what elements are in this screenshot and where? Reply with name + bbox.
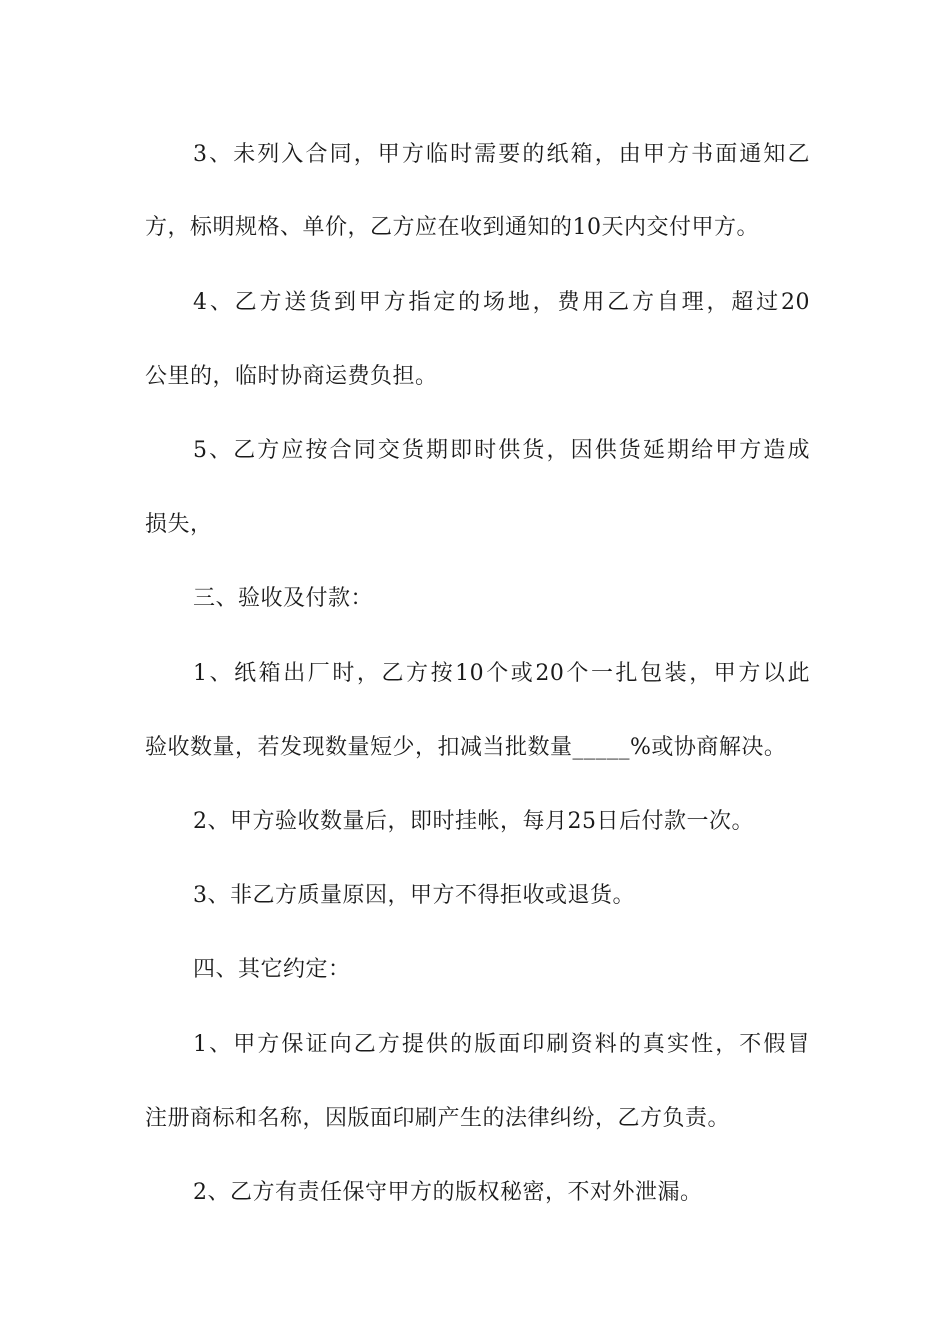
clause-4-line-1: 4、乙方送货到甲方指定的场地，费用乙方自理，超过20	[193, 290, 810, 315]
section-4-clause-1-line-2: 注册商标和名称，因版面印刷产生的法律纠纷，乙方负责。	[145, 1106, 731, 1131]
section-3-clause-2: 2、甲方验收数量后，即时挂帐，每月25日后付款一次。	[193, 809, 754, 834]
section-3-clause-1-line-1: 1、纸箱出厂时，乙方按10个或20个一扎包装，甲方以此	[193, 661, 810, 686]
section-4-clause-2: 2、乙方有责任保守甲方的版权秘密，不对外泄漏。	[193, 1180, 703, 1205]
clause-3-line-2: 方，标明规格、单价，乙方应在收到通知的10天内交付甲方。	[145, 215, 759, 240]
section-4-clause-1-line-1: 1、甲方保证向乙方提供的版面印刷资料的真实性，不假冒	[193, 1032, 810, 1057]
section-3-clause-3: 3、非乙方质量原因，甲方不得拒收或退货。	[193, 883, 635, 908]
section-3-heading: 三、验收及付款：	[193, 586, 374, 611]
section-4-heading: 四、其它约定：	[193, 957, 351, 982]
clause-5-line-2: 损失，	[145, 512, 213, 537]
section-3-clause-1-line-2: 验收数量，若发现数量短少，扣减当批数量_____%或协商解决。	[145, 735, 787, 760]
clause-4-line-2: 公里的，临时协商运费负担。	[145, 364, 438, 389]
clause-3-line-1: 3、未列入合同，甲方临时需要的纸箱，由甲方书面通知乙	[193, 142, 810, 167]
clause-5-line-1: 5、乙方应按合同交货期即时供货，因供货延期给甲方造成	[193, 438, 810, 463]
